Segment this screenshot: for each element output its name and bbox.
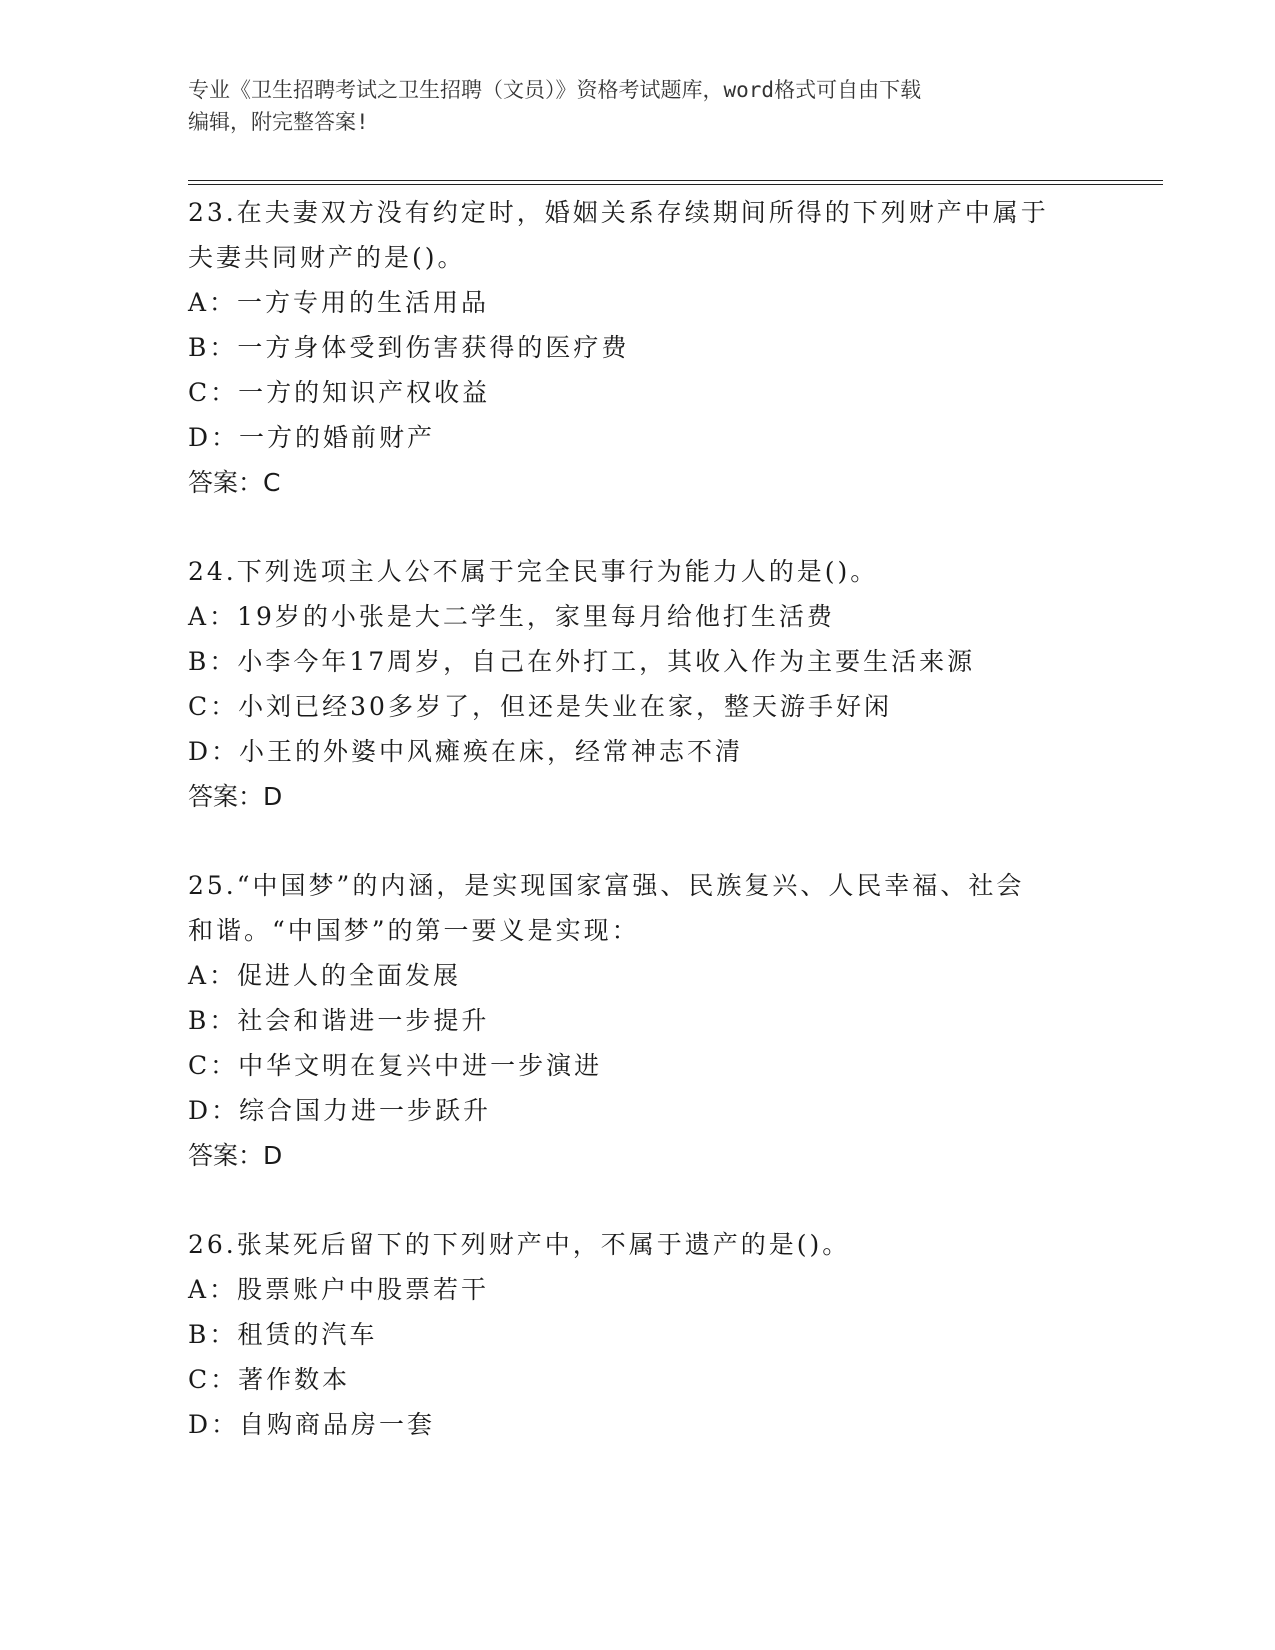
question-text-line-2: 和谐。“中国梦”的第一要义是实现： bbox=[188, 916, 640, 945]
option-a: A：19岁的小张是大二学生，家里每月给他打生活费 bbox=[188, 602, 835, 631]
option-d: D：综合国力进一步跃升 bbox=[188, 1096, 492, 1125]
question-list bbox=[188, 190, 1088, 1491]
option-d: D：一方的婚前财产 bbox=[188, 423, 436, 452]
document-header bbox=[188, 74, 1078, 138]
question-text-line-1: 23.在夫妻双方没有约定时，婚姻关系存续期间所得的下列财产中属于 bbox=[188, 198, 1049, 227]
answer: 答案：D bbox=[188, 1141, 283, 1170]
question-text-line-1: 26.张某死后留下的下列财产中，不属于遗产的是()。 bbox=[188, 1230, 851, 1259]
question-text-line-1: 24.下列选项主人公不属于完全民事行为能力人的是()。 bbox=[188, 557, 879, 586]
option-d: D：小王的外婆中风瘫痪在床，经常神志不清 bbox=[188, 737, 744, 766]
answer: 答案：C bbox=[188, 468, 281, 497]
question-24 bbox=[188, 549, 1088, 819]
option-b: B：一方身体受到伤害获得的医疗费 bbox=[188, 333, 630, 362]
option-d: D：自购商品房一套 bbox=[188, 1410, 436, 1439]
option-b: B：小李今年17周岁，自己在外打工，其收入作为主要生活来源 bbox=[188, 647, 976, 676]
header-line-1: 专业《卫生招聘考试之卫生招聘（文员）》资格考试题库，word格式可自由下载 bbox=[188, 78, 922, 102]
header-divider-bottom bbox=[188, 184, 1163, 185]
question-25 bbox=[188, 863, 1088, 1178]
question-text-line-2: 夫妻共同财产的是()。 bbox=[188, 243, 466, 272]
question-text-line-1: 25.“中国梦”的内涵，是实现国家富强、民族复兴、人民幸福、社会 bbox=[188, 871, 1025, 900]
option-a: A：一方专用的生活用品 bbox=[188, 288, 490, 317]
option-c: C：一方的知识产权收益 bbox=[188, 378, 491, 407]
option-c: C：著作数本 bbox=[188, 1365, 351, 1394]
answer: 答案：D bbox=[188, 782, 283, 811]
option-c: C：中华文明在复兴中进一步演进 bbox=[188, 1051, 603, 1080]
question-26 bbox=[188, 1222, 1088, 1447]
option-a: A：股票账户中股票若干 bbox=[188, 1275, 490, 1304]
header-divider-top bbox=[188, 180, 1163, 181]
header-line-2: 编辑，附完整答案! bbox=[188, 110, 369, 134]
option-b: B：租赁的汽车 bbox=[188, 1320, 378, 1349]
option-b: B：社会和谐进一步提升 bbox=[188, 1006, 490, 1035]
option-a: A：促进人的全面发展 bbox=[188, 961, 462, 990]
option-c: C：小刘已经30多岁了，但还是失业在家，整天游手好闲 bbox=[188, 692, 892, 721]
question-23 bbox=[188, 190, 1088, 505]
